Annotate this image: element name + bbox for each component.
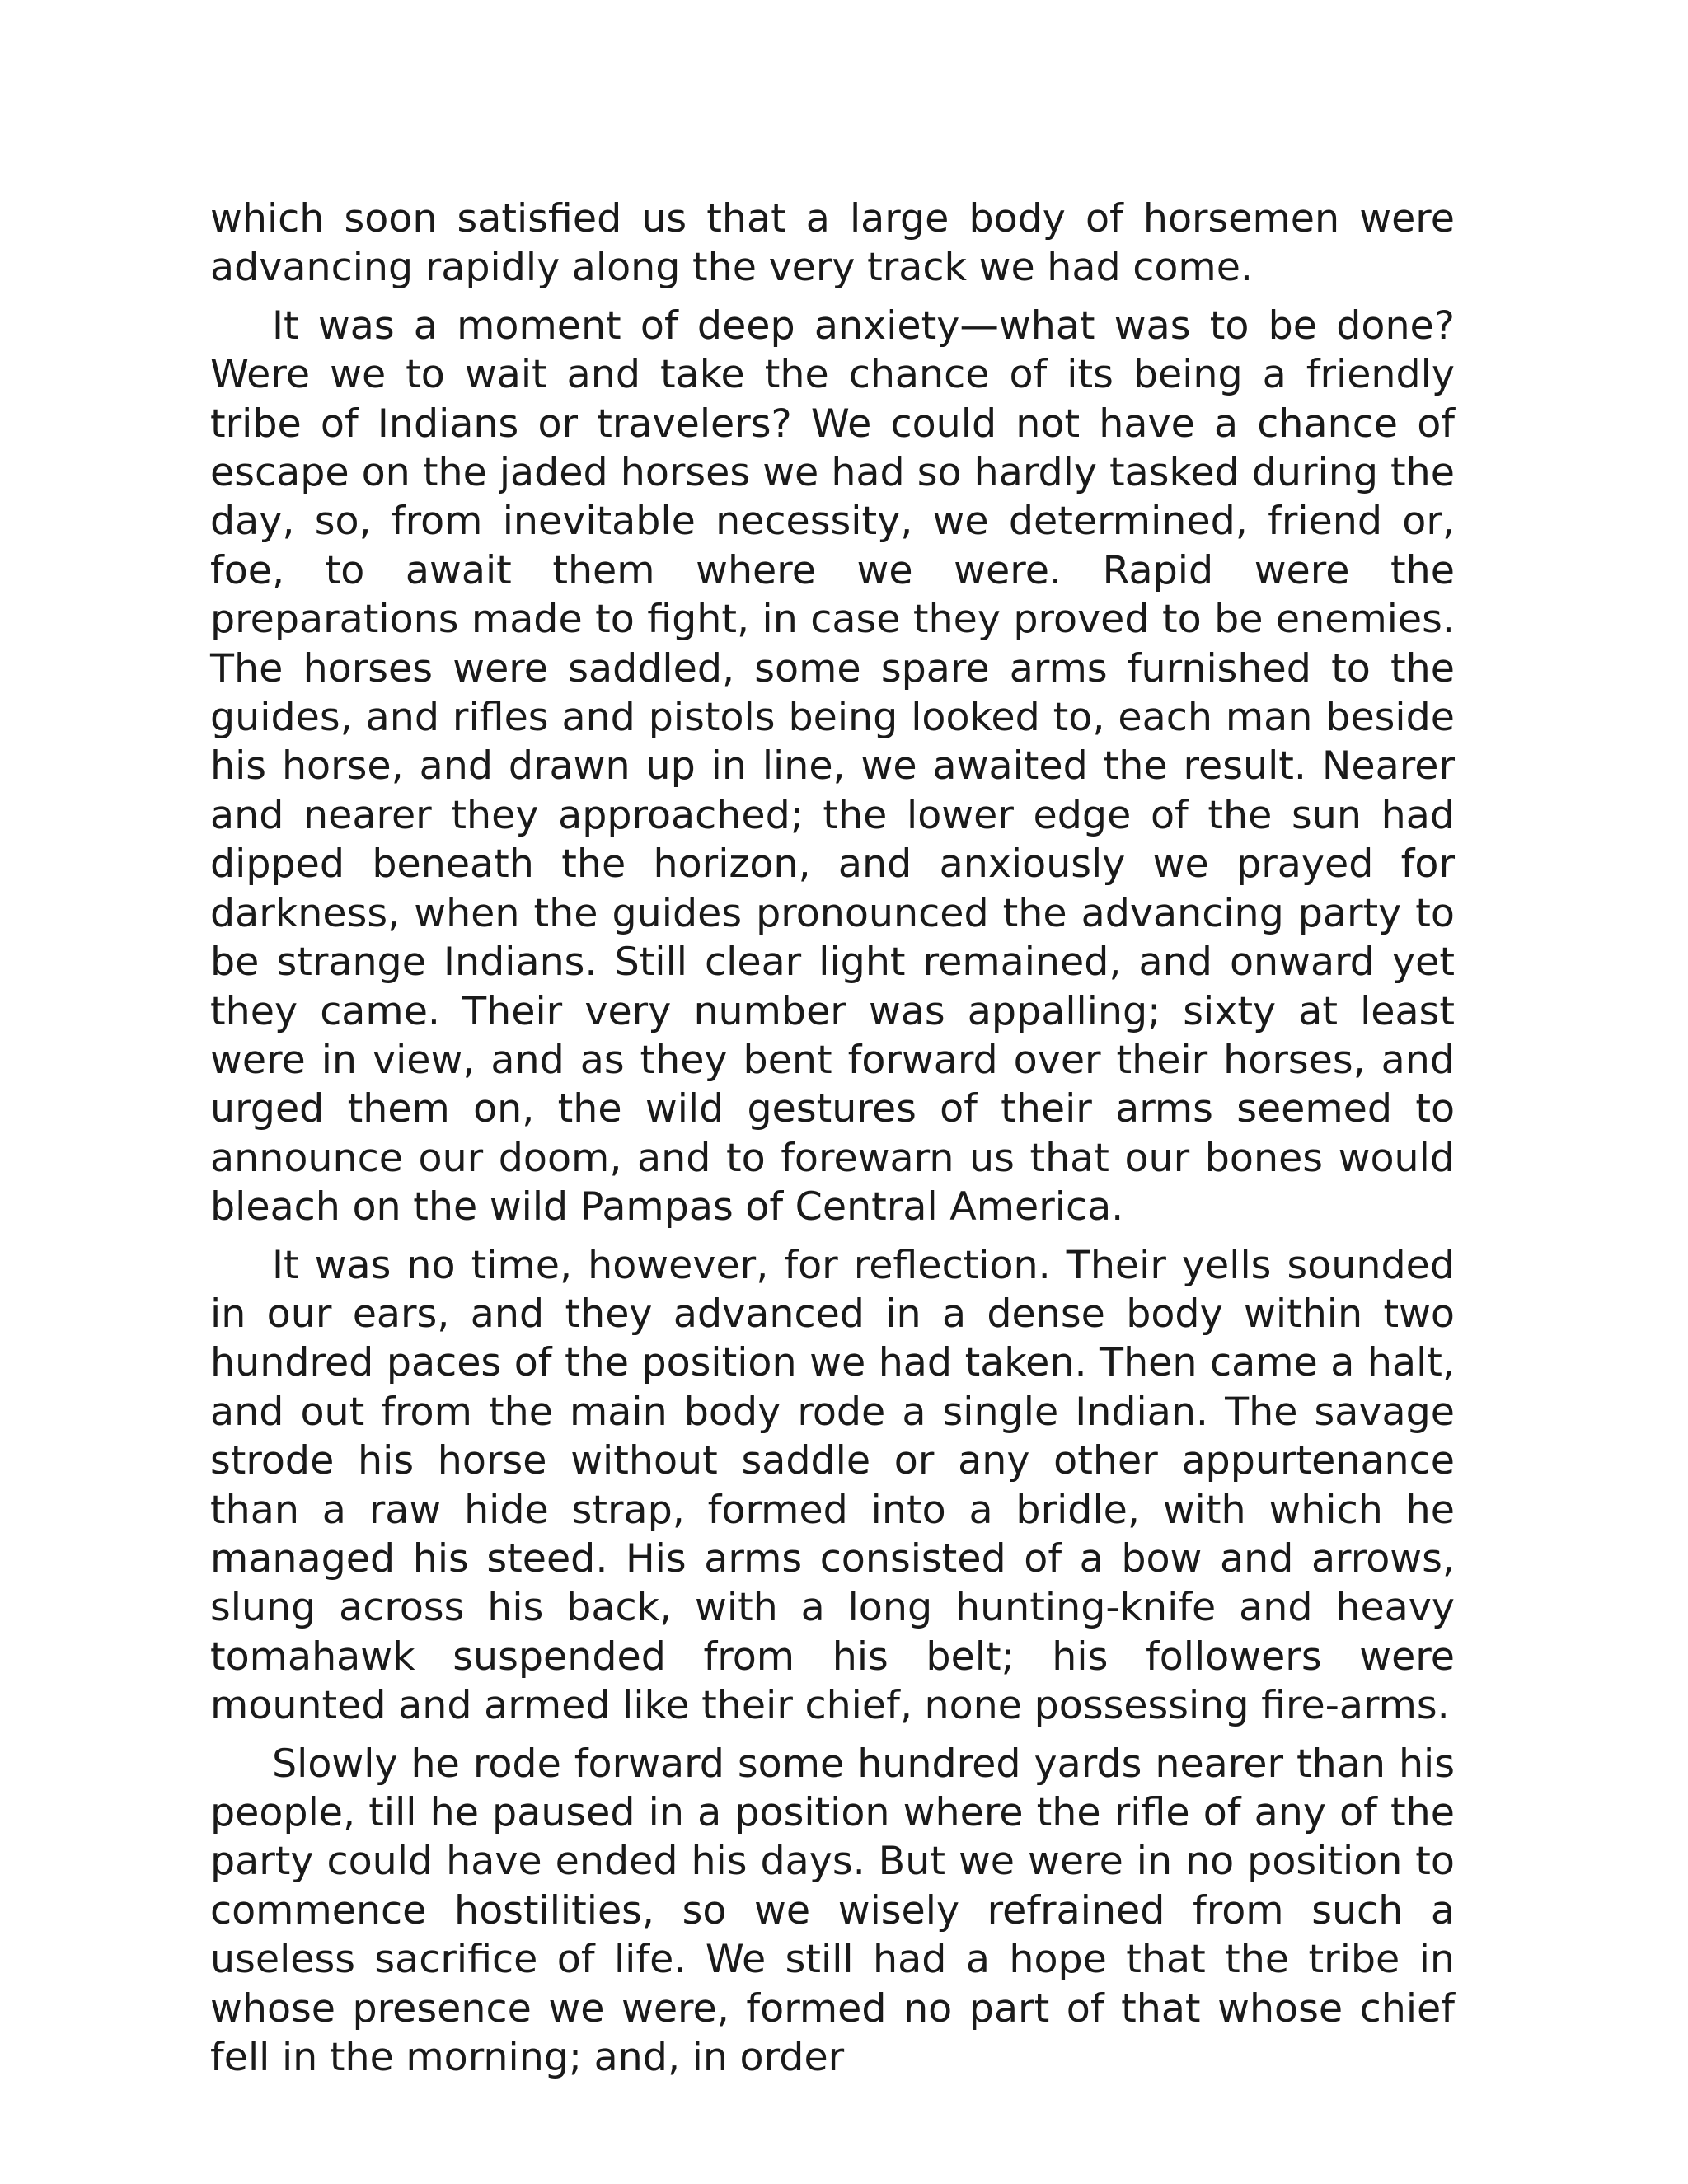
page-body xyxy=(210,194,1455,2091)
paragraph-rode-forward: Slowly he rode forward some hundred yards nearer than his people, till he paused in a position where the rifle of any of the party could have ended his days. But we were in no position to commence hostilities, so we wisely refrained from such a useless sacrifice of life. We still had a hope that the tribe in whose presence we were, formed no part of that whose chief fell in the morning; and, in order xyxy=(210,1741,1455,2081)
paragraph-anxiety: It was a moment of deep anxiety—what was to be done? Were we to wait and take the chance of its being a friendly tribe of Indians or travelers? We could not have a chance of escape on the jaded horses we had so hardly tasked during the day, so, from inevitable necessity, we determined, friend or, foe, to await them where we were. Rapid were the preparations made to fight, in case they proved to be enemies. The horses were saddled, some spare arms furnished to the guides, and rifles and pistols being looked to, each man beside his horse, and drawn up in line, we awaited the result. Nearer and nearer they approached; the lower edge of the sun had dipped beneath the horizon, and anxiously we prayed for darkness, when the guides pronounced the advancing party to be strange Indians. Still clear light remained, and onward yet they came. Their very number was appalling; sixty at least were in view, and as they bent forward over their horses, and urged them on, the wild gestures of their arms seemed to announce our doom, and to forewarn us that our bones would bleach on the wild Pampas of Central America. xyxy=(210,302,1455,1230)
paragraph-continuation: which soon satisfied us that a large body of horsemen were advancing rapidly along the very track we had come. xyxy=(210,196,1455,291)
paragraph-reflection: It was no time, however, for reflection. Their yells sounded in our ears, and they advanced in a dense body within two hundred paces of the position we had taken. Then came a halt, and out from the main body rode a single Indian. The savage strode his horse without saddle or any other appurtenance than a raw hide strap, formed into a bridle, with which he managed his steed. His arms consisted of a bow and arrows, slung across his back, with a long hunting-knife and heavy tomahawk suspended from his belt; his followers were mounted and armed like their chief, none possessing fire-arms. xyxy=(210,1242,1455,1729)
